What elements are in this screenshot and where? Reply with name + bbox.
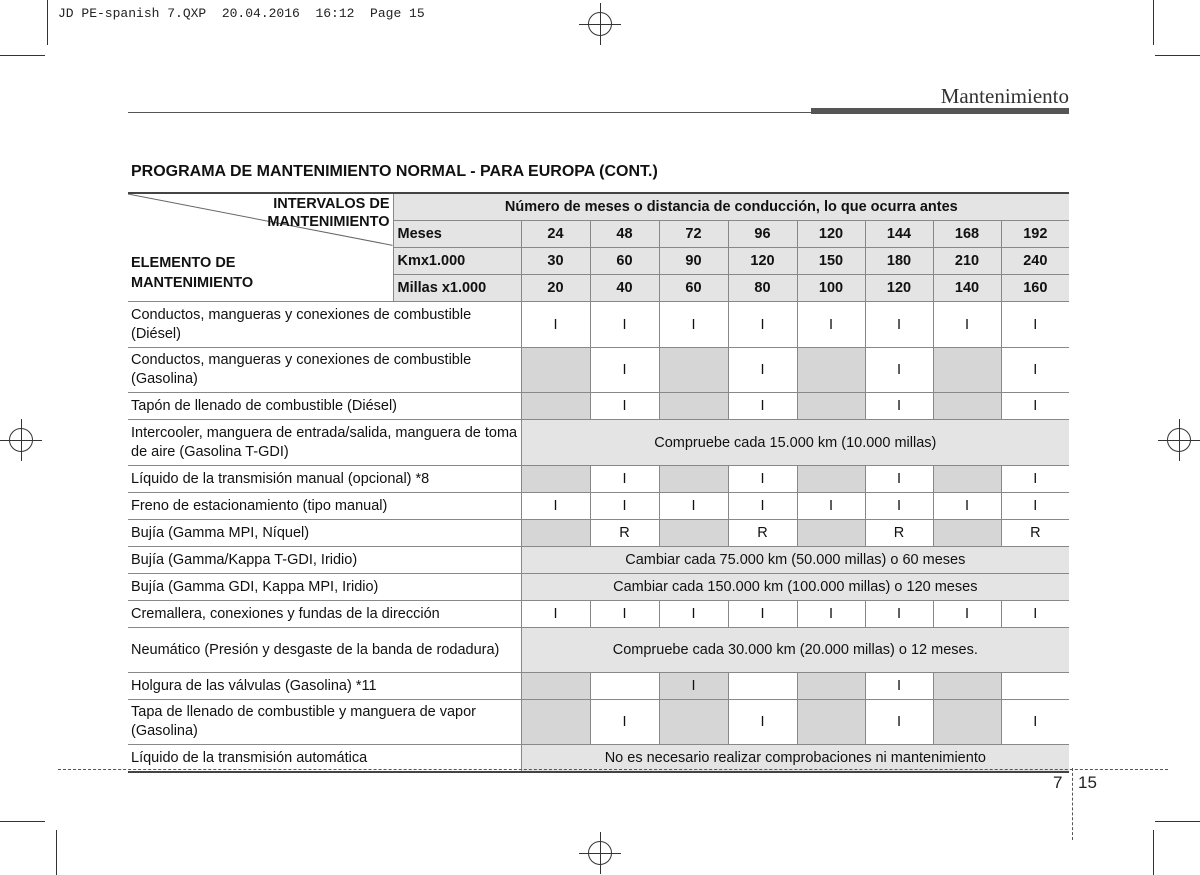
schedule-cell: I [865, 601, 933, 628]
schedule-cell: I [1001, 493, 1069, 520]
schedule-cell [797, 393, 865, 420]
schedule-cell [521, 700, 590, 745]
schedule-cell: I [521, 493, 590, 520]
schedule-cell [933, 673, 1001, 700]
schedule-note: Compruebe cada 30.000 km (20.000 millas) o 12 meses. [521, 628, 1069, 673]
table-row [128, 493, 1069, 520]
maintenance-item: Bujía (Gamma MPI, Níquel) [128, 520, 521, 547]
maintenance-item: Tapón de llenado de combustible (Diésel) [128, 393, 521, 420]
schedule-cell: I [797, 493, 865, 520]
maintenance-schedule-table [128, 192, 1069, 773]
schedule-cell [933, 520, 1001, 547]
maintenance-item: Freno de estacionamiento (tipo manual) [128, 493, 521, 520]
schedule-cell [797, 673, 865, 700]
table-row [128, 466, 1069, 493]
schedule-cell [797, 348, 865, 393]
interval-value: 120 [728, 248, 797, 275]
registration-mark-icon [9, 428, 33, 452]
footer-divider [58, 769, 1168, 770]
chapter-number: 7 [1053, 773, 1063, 792]
schedule-cell [933, 393, 1001, 420]
registration-mark-icon [588, 12, 612, 36]
schedule-cell: R [1001, 520, 1069, 547]
interval-value: 144 [865, 221, 933, 248]
schedule-cell: I [865, 673, 933, 700]
crop-mark [0, 55, 45, 56]
crop-mark [1155, 55, 1200, 56]
table-row [128, 745, 1069, 773]
interval-value: 120 [865, 275, 933, 302]
schedule-cell: I [728, 700, 797, 745]
table-row [128, 673, 1069, 700]
schedule-cell [933, 700, 1001, 745]
corner-intervals-label: INTERVALOS DE MANTENIMIENTO [267, 196, 390, 230]
table-header-row [128, 193, 1069, 221]
schedule-cell [659, 466, 728, 493]
schedule-cell [933, 348, 1001, 393]
schedule-cell: I [728, 302, 797, 348]
schedule-cell: I [1001, 466, 1069, 493]
schedule-note: No es necesario realizar comprobaciones ni mantenimiento [521, 745, 1069, 773]
interval-value: 60 [590, 248, 659, 275]
schedule-cell: I [728, 493, 797, 520]
schedule-cell: I [659, 673, 728, 700]
maintenance-item: Conductos, mangueras y conexiones de combustible (Diésel) [128, 302, 521, 348]
section-name: Mantenimiento [940, 84, 1069, 108]
schedule-cell: I [1001, 393, 1069, 420]
interval-value: 168 [933, 221, 1001, 248]
maintenance-item: Bujía (Gamma/Kappa T-GDI, Iridio) [128, 547, 521, 574]
schedule-note: Cambiar cada 150.000 km (100.000 millas) o 120 meses [521, 574, 1069, 601]
schedule-cell: I [1001, 601, 1069, 628]
header-rule-accent [811, 108, 1069, 114]
crop-mark [0, 821, 45, 822]
schedule-cell: I [590, 348, 659, 393]
interval-value: 192 [1001, 221, 1069, 248]
page-title: PROGRAMA DE MANTENIMIENTO NORMAL - PARA EUROPA (CONT.) [131, 163, 658, 180]
schedule-cell: I [865, 493, 933, 520]
corner-element-label: ELEMENTO DE MANTENIMIENTO [131, 255, 254, 291]
table-row [128, 520, 1069, 547]
interval-value: 210 [933, 248, 1001, 275]
registration-mark-icon [588, 841, 612, 865]
crop-mark [1155, 821, 1200, 822]
schedule-cell: I [865, 348, 933, 393]
maintenance-item: Tapa de llenado de combustible y manguera de vapor (Gasolina) [128, 700, 521, 745]
schedule-cell: I [865, 466, 933, 493]
interval-value: 90 [659, 248, 728, 275]
schedule-cell: I [865, 302, 933, 348]
interval-value: 60 [659, 275, 728, 302]
schedule-cell [659, 520, 728, 547]
maintenance-item: Bujía (Gamma GDI, Kappa MPI, Iridio) [128, 574, 521, 601]
maintenance-item: Líquido de la transmisión manual (opcional) *8 [128, 466, 521, 493]
table-row [128, 348, 1069, 393]
interval-label: Kmx1.000 [393, 248, 521, 275]
registration-mark-icon [1167, 428, 1191, 452]
header-rule [128, 112, 811, 113]
schedule-cell: R [590, 520, 659, 547]
schedule-cell [728, 673, 797, 700]
schedule-note: Compruebe cada 15.000 km (10.000 millas) [521, 420, 1069, 466]
print-header: JD PE-spanish 7.QXP 20.04.2016 16:12 Page 15 [58, 6, 425, 21]
maintenance-item: Neumático (Presión y desgaste de la banda de rodadura) [128, 628, 521, 673]
crop-mark [1153, 0, 1154, 45]
schedule-cell [797, 700, 865, 745]
table-row [128, 628, 1069, 673]
interval-label: Meses [393, 221, 521, 248]
schedule-cell: I [590, 700, 659, 745]
schedule-cell: I [590, 601, 659, 628]
schedule-cell: I [728, 393, 797, 420]
schedule-cell: I [728, 601, 797, 628]
schedule-cell [521, 466, 590, 493]
schedule-cell [521, 393, 590, 420]
schedule-cell: I [933, 302, 1001, 348]
interval-value: 20 [521, 275, 590, 302]
maintenance-item: Holgura de las válvulas (Gasolina) *11 [128, 673, 521, 700]
interval-value: 48 [590, 221, 659, 248]
schedule-cell: I [590, 393, 659, 420]
schedule-cell [659, 700, 728, 745]
schedule-cell [659, 393, 728, 420]
schedule-cell [521, 520, 590, 547]
crop-mark [56, 830, 57, 875]
interval-value: 100 [797, 275, 865, 302]
schedule-cell [797, 520, 865, 547]
schedule-cell: I [590, 466, 659, 493]
interval-value: 160 [1001, 275, 1069, 302]
schedule-cell [1001, 673, 1069, 700]
header-span-cell: Número de meses o distancia de conducción, lo que ocurra antes [393, 193, 1069, 221]
table-row [128, 601, 1069, 628]
schedule-cell: I [659, 601, 728, 628]
schedule-cell: I [865, 700, 933, 745]
schedule-cell [933, 466, 1001, 493]
interval-value: 150 [797, 248, 865, 275]
schedule-cell: I [1001, 302, 1069, 348]
interval-value: 140 [933, 275, 1001, 302]
crop-mark [47, 0, 48, 45]
schedule-cell: R [865, 520, 933, 547]
schedule-cell: I [521, 302, 590, 348]
interval-value: 40 [590, 275, 659, 302]
schedule-cell: I [1001, 348, 1069, 393]
schedule-cell [590, 673, 659, 700]
schedule-cell: I [590, 493, 659, 520]
maintenance-item: Intercooler, manguera de entrada/salida, manguera de toma de aire (Gasolina T-GDI) [128, 420, 521, 466]
schedule-cell [521, 673, 590, 700]
schedule-cell [797, 466, 865, 493]
interval-value: 80 [728, 275, 797, 302]
interval-value: 240 [1001, 248, 1069, 275]
schedule-cell: I [1001, 700, 1069, 745]
maintenance-item: Conductos, mangueras y conexiones de combustible (Gasolina) [128, 348, 521, 393]
schedule-cell [521, 348, 590, 393]
schedule-cell: I [797, 601, 865, 628]
schedule-cell [659, 348, 728, 393]
maintenance-item: Líquido de la transmisión automática [128, 745, 521, 773]
interval-value: 180 [865, 248, 933, 275]
interval-value: 24 [521, 221, 590, 248]
schedule-cell: I [933, 493, 1001, 520]
schedule-cell: R [728, 520, 797, 547]
table-row [128, 574, 1069, 601]
schedule-cell: I [521, 601, 590, 628]
table-row [128, 420, 1069, 466]
footer-vertical-divider [1072, 768, 1073, 840]
interval-label: Millas x1.000 [393, 275, 521, 302]
table-row [128, 700, 1069, 745]
interval-value: 72 [659, 221, 728, 248]
schedule-note: Cambiar cada 75.000 km (50.000 millas) o 60 meses [521, 547, 1069, 574]
interval-value: 120 [797, 221, 865, 248]
schedule-cell: I [933, 601, 1001, 628]
table-row [128, 393, 1069, 420]
interval-value: 96 [728, 221, 797, 248]
schedule-cell: I [728, 348, 797, 393]
table-row [128, 547, 1069, 574]
maintenance-item: Cremallera, conexiones y fundas de la dirección [128, 601, 521, 628]
schedule-cell: I [659, 493, 728, 520]
table-row [128, 302, 1069, 348]
schedule-cell: I [865, 393, 933, 420]
schedule-cell: I [659, 302, 728, 348]
schedule-cell: I [797, 302, 865, 348]
table-corner-cell [128, 193, 393, 302]
schedule-cell: I [590, 302, 659, 348]
interval-value: 30 [521, 248, 590, 275]
crop-mark [1153, 830, 1154, 875]
page-number: 15 [1078, 773, 1097, 792]
schedule-cell: I [728, 466, 797, 493]
